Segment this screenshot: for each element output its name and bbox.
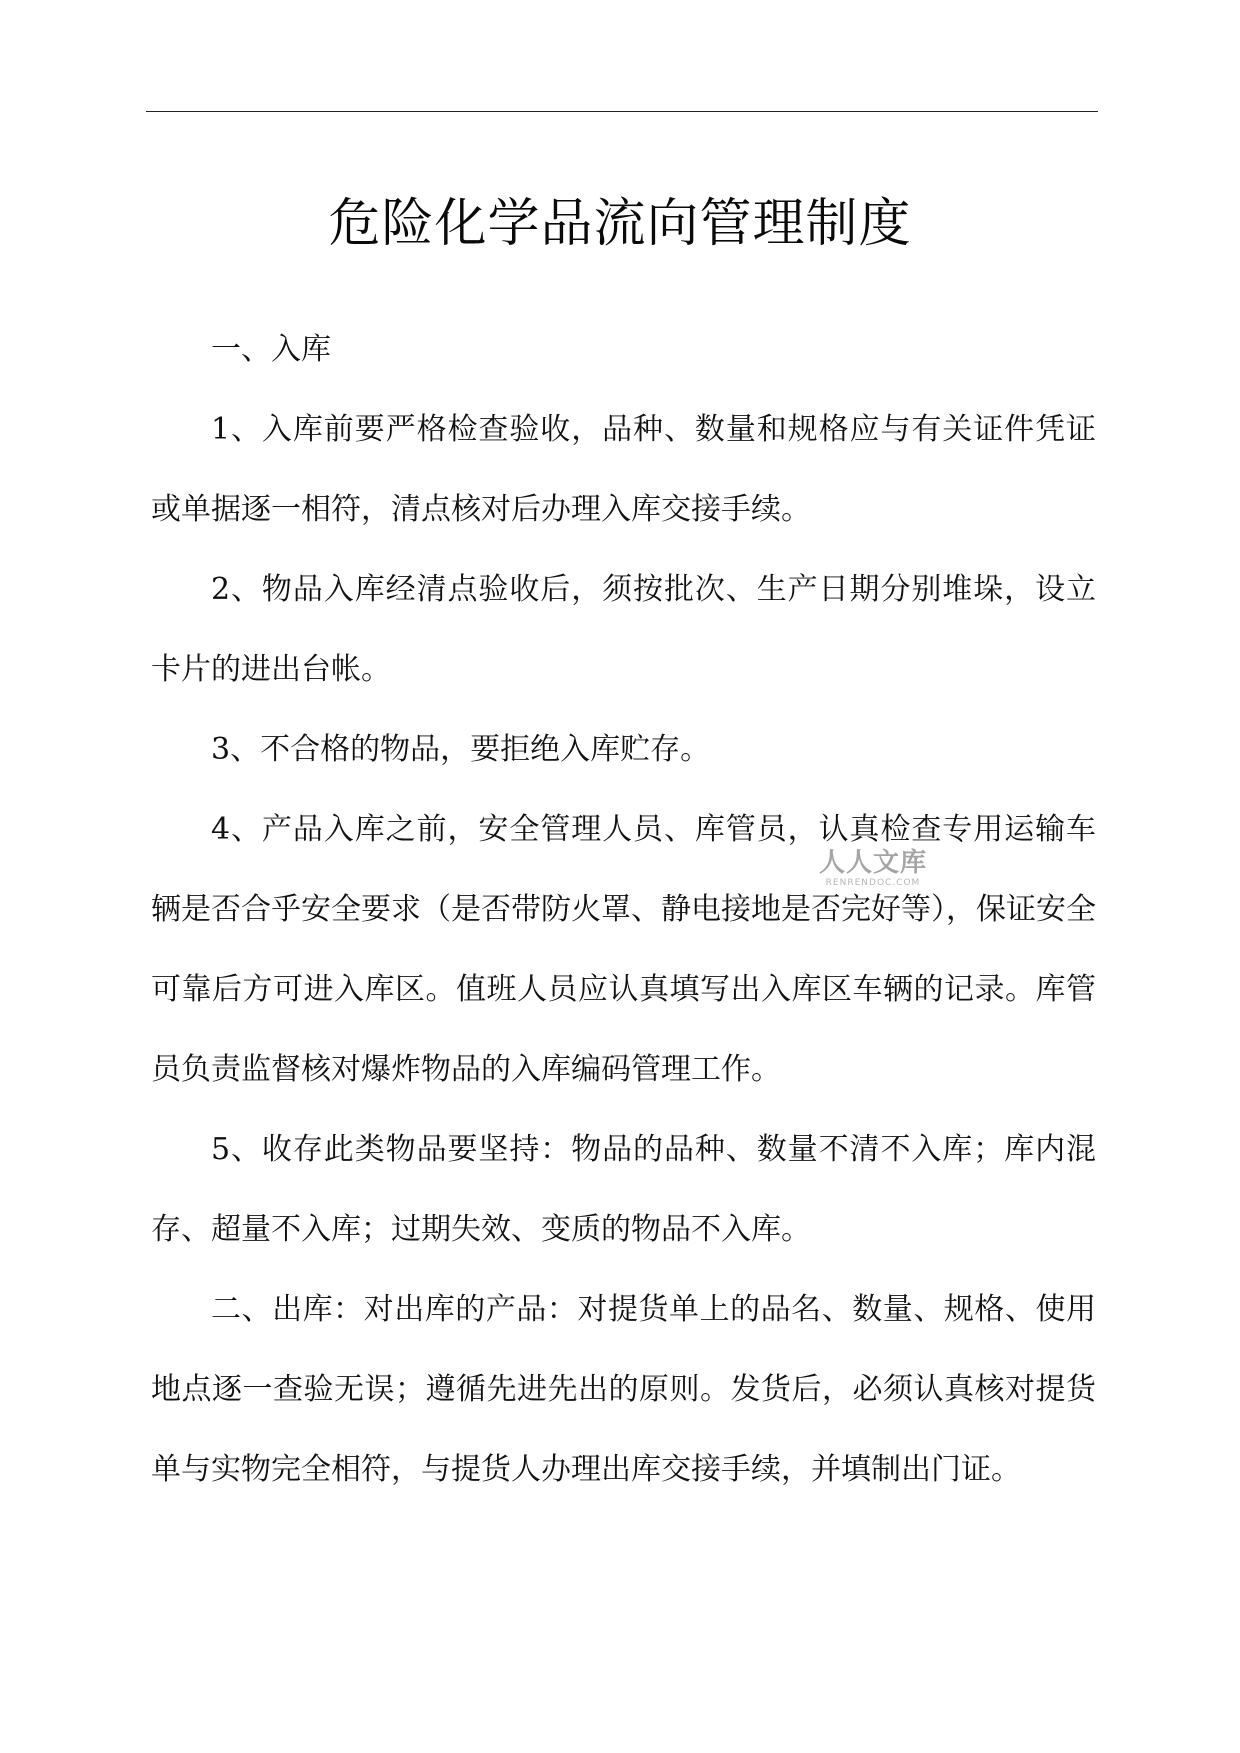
section-heading-inbound: 一、入库 <box>211 332 331 367</box>
paragraph-2: 2、物品入库经清点验收后，须按批次、生产日期分别堆垛，设立卡片的进出台帐。 <box>151 572 1096 687</box>
document-body <box>151 310 1096 1510</box>
watermark-subtext: RENRENDOC.COM <box>825 878 921 888</box>
document-title: 危险化学品流向管理制度 <box>328 193 912 254</box>
paragraph-1: 1、入库前要严格检查验收，品种、数量和规格应与有关证件凭证或单据逐一相符，清点核对后办理入库交接手续。 <box>151 412 1096 527</box>
paragraph-3: 3、不合格的物品，要拒绝入库贮存。 <box>211 732 711 767</box>
section-outbound: 二、出库：对出库的产品：对提货单上的品名、数量、规格、使用地点逐一查验无误；遵循先进先出的原则。发货后，必须认真核对提货单与实物完全相符，与提货人办理出库交接手续，并填制出门证。 <box>151 1292 1096 1487</box>
paragraph-4: 4、产品入库之前，安全管理人员、库管员，认真检查专用运输车辆是否合乎安全要求（是否带防火罩、静电接地是否完好等），保证安全可靠后方可进入库区。值班人员应认真填写出入库区车辆的记录。库管员负责监督核对爆炸物品的入库编码管理工作。 <box>151 812 1096 1087</box>
header-rule <box>146 111 1098 112</box>
watermark-text: 人人文库 <box>818 848 927 878</box>
paragraph-5: 5、收存此类物品要坚持：物品的品种、数量不清不入库；库内混存、超量不入库；过期失效、变质的物品不入库。 <box>151 1132 1096 1247</box>
